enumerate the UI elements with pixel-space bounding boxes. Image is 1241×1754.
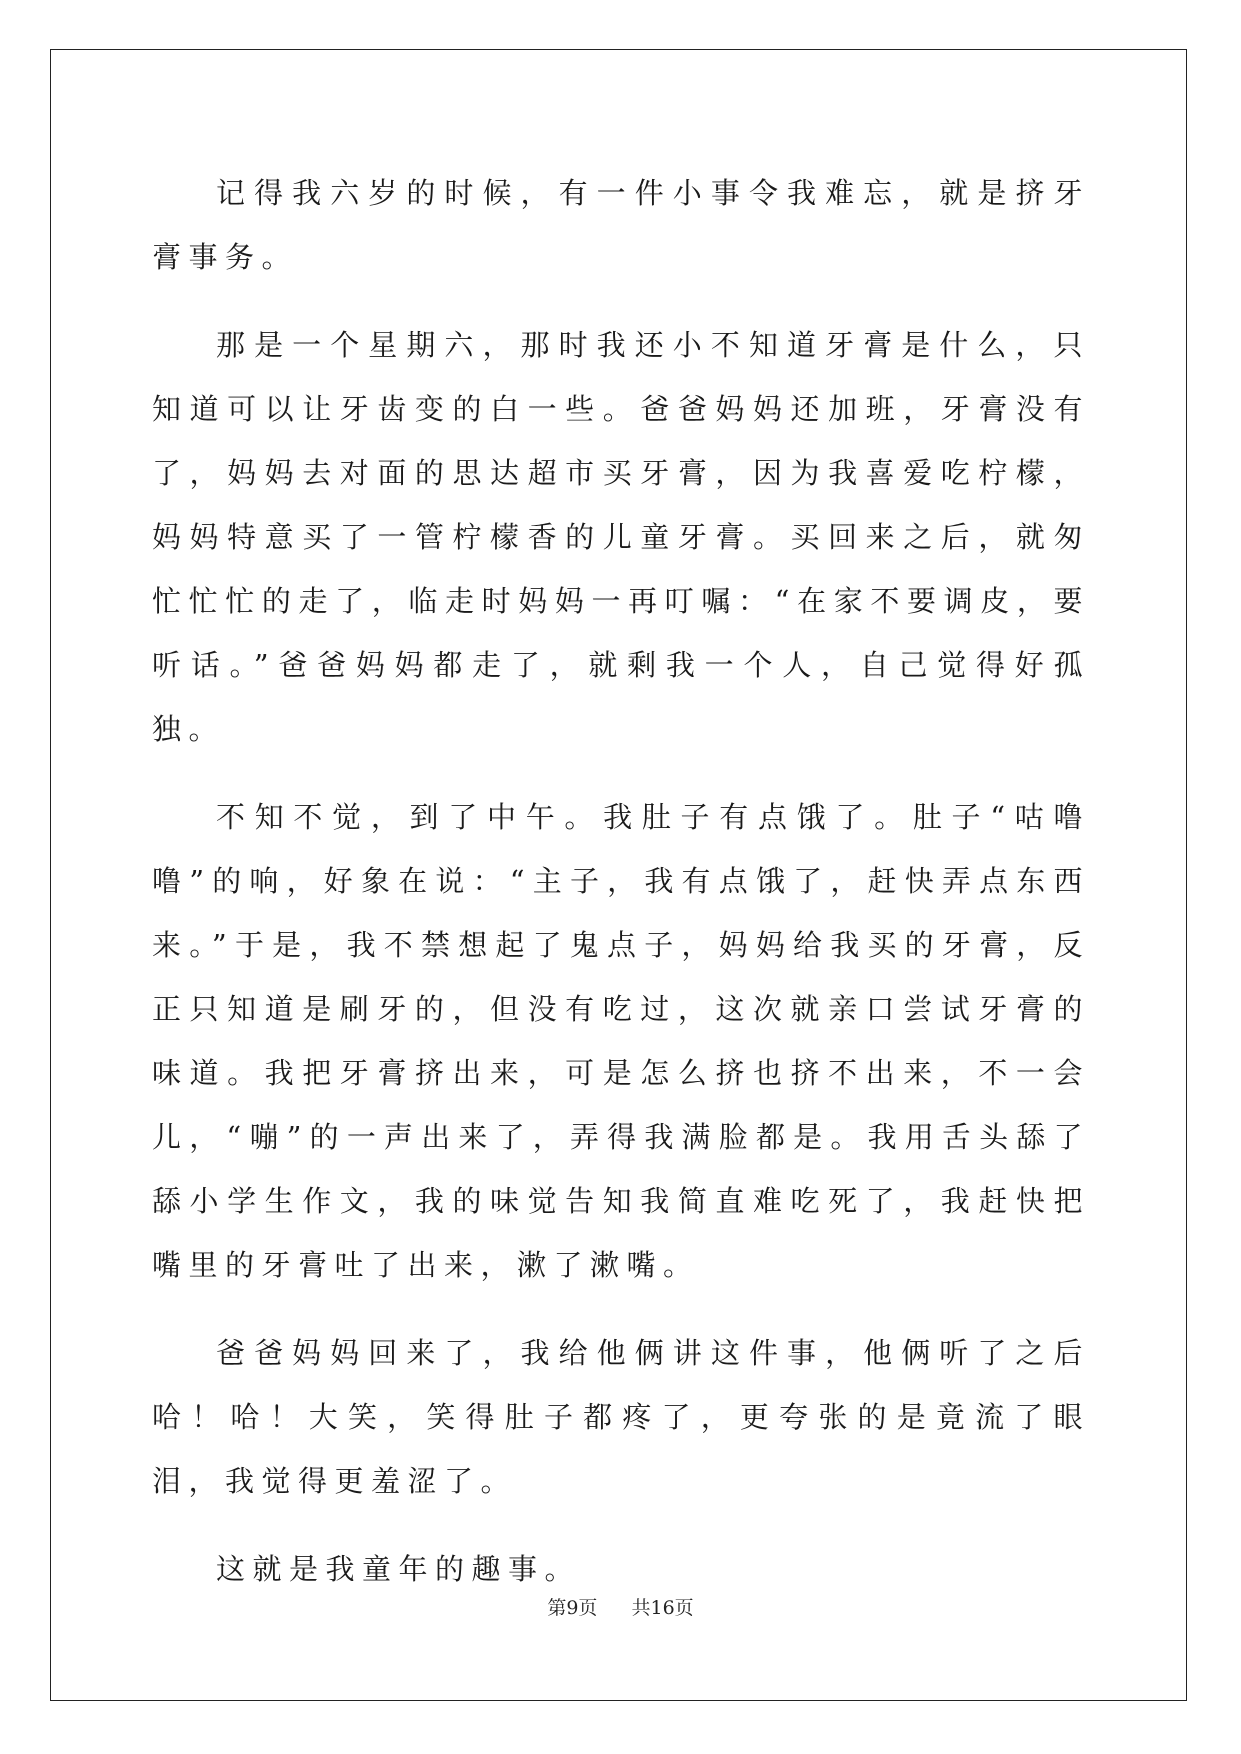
paragraph-1: 记得我六岁的时候，有一件小事令我难忘，就是挤牙膏事务。 [152, 176, 1090, 274]
page-number: 第9页 [547, 1597, 598, 1619]
page-footer [0, 1593, 1241, 1620]
document-body [152, 161, 1090, 1625]
total-pages: 共16页 [631, 1597, 694, 1619]
paragraph-3: 不知不觉，到了中午。我肚子有点饿了。肚子“咕噜噜”的响，好象在说：“主子，我有点饿了，赶快弄点东西来。”于是，我不禁想起了鬼点子，妈妈给我买的牙膏，反正只知道是刷牙的，但没有吃过，这次就亲口尝试牙膏的味道。我把牙膏挤出来，可是怎么挤也挤不出来，不一会儿，“嘣”的一声出来了，弄得我满脸都是。我用舌头舔了舔小学生作文，我的味觉告知我简直难吃死了，我赶快把嘴里的牙膏吐了出来，漱了漱嘴。 [152, 800, 1090, 1282]
paragraph-2: 那是一个星期六，那时我还小不知道牙膏是什么，只知道可以让牙齿变的白一些。爸爸妈妈还加班，牙膏没有了，妈妈去对面的思达超市买牙膏，因为我喜爱吃柠檬，妈妈特意买了一管柠檬香的儿童牙膏。买回来之后，就匆忙忙忙的走了，临走时妈妈一再叮嘱：“在家不要调皮，要听话。”爸爸妈妈都走了，就剩我一个人，自己觉得好孤独。 [152, 328, 1090, 746]
paragraph-4: 爸爸妈妈回来了，我给他俩讲这件事，他俩听了之后哈！哈！大笑，笑得肚子都疼了，更夸张的是竟流了眼泪，我觉得更羞涩了。 [152, 1336, 1090, 1498]
paragraph-5: 这就是我童年的趣事。 [216, 1552, 582, 1586]
